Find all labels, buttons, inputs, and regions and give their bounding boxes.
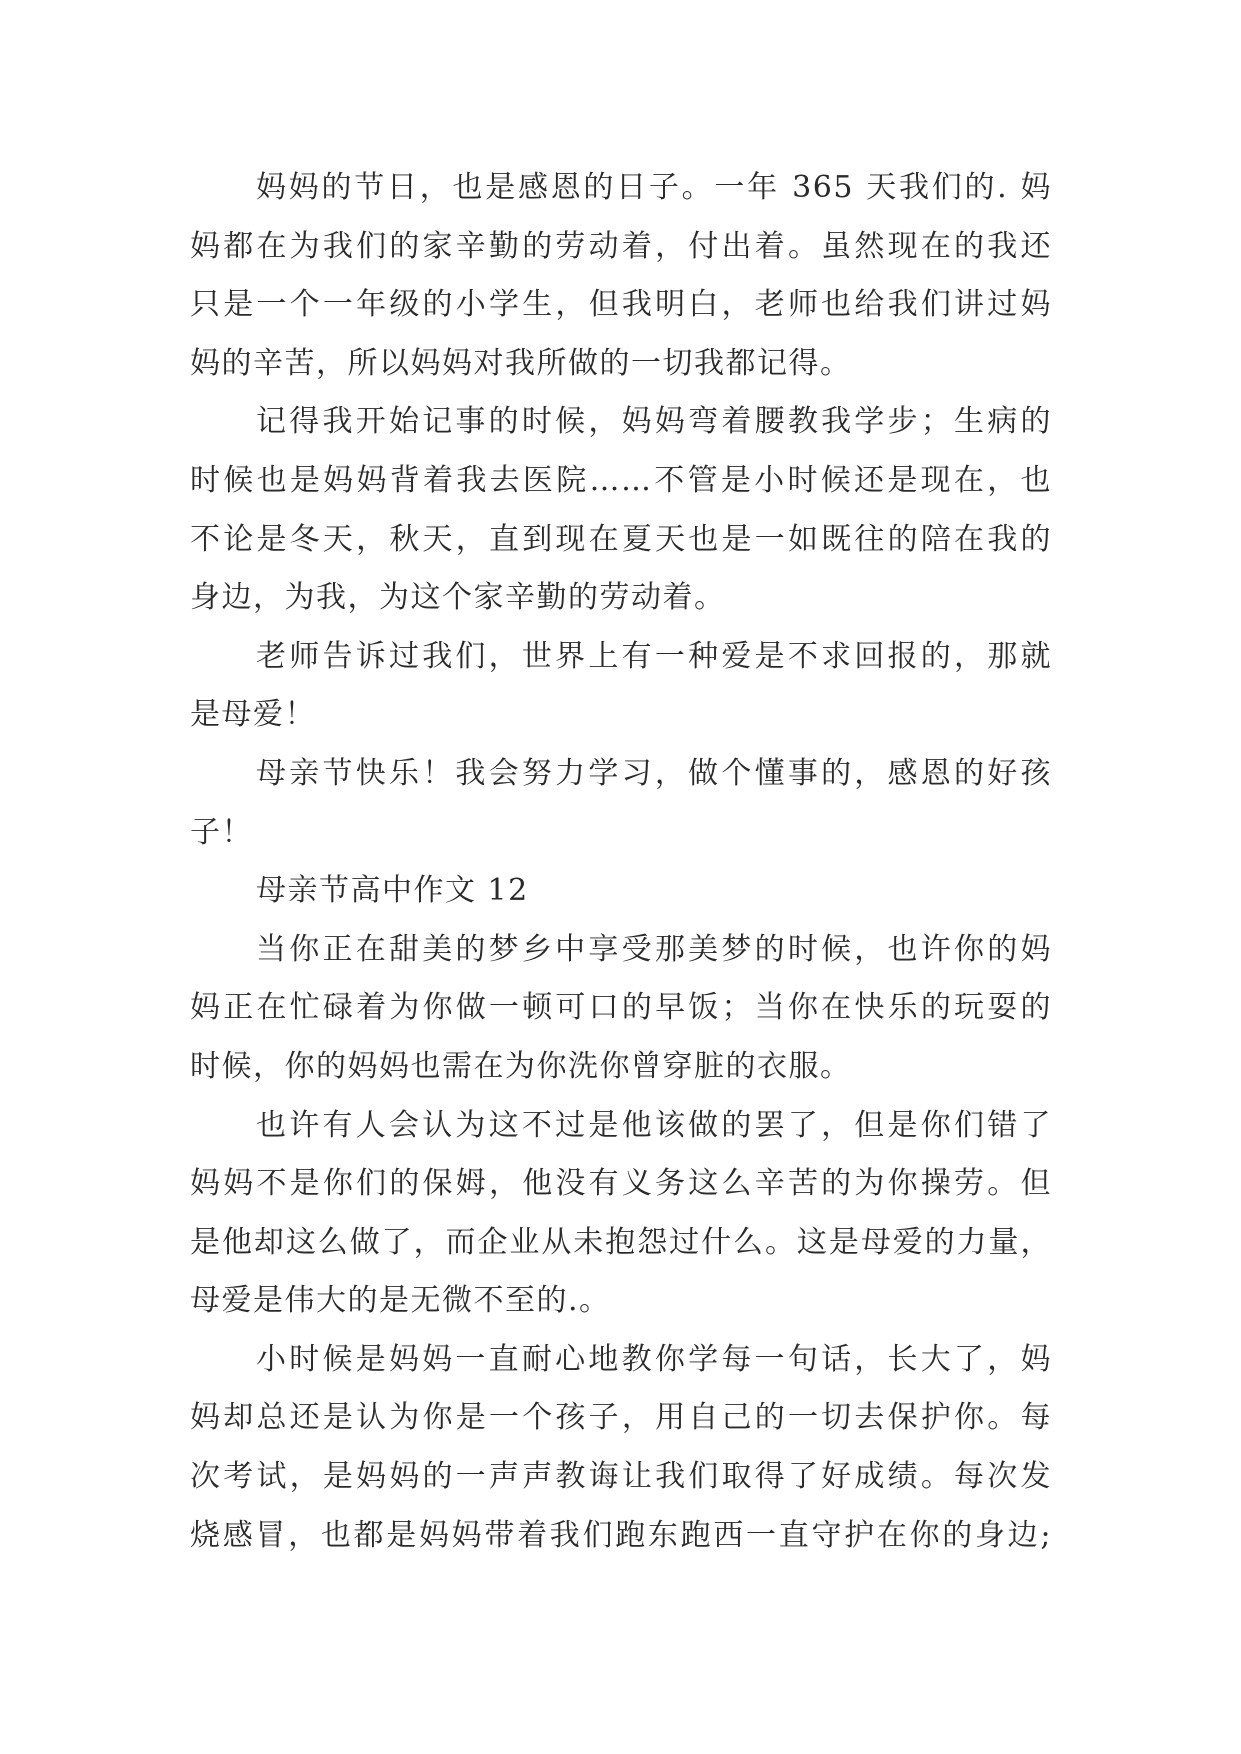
paragraph-line: 烧感冒，也都是妈妈带着我们跑东跑西一直守护在你的身边; xyxy=(190,1517,1052,1553)
paragraph-line: 母爱是伟大的是无微不至的.。 xyxy=(190,1283,611,1319)
paragraph-line: 记得我开始记事的时候，妈妈弯着腰教我学步；生病的 xyxy=(256,404,1052,440)
section-heading: 母亲节高中作文 12 xyxy=(256,873,529,909)
paragraph-line: 只是一个一年级的小学生，但我明白，老师也给我们讲过妈 xyxy=(190,287,1052,323)
paragraph-line: 时候，你的妈妈也需在为你洗你曾穿脏的衣服。 xyxy=(190,1048,852,1084)
paragraph-line: 妈都在为我们的家辛勤的劳动着，付出着。虽然现在的我还 xyxy=(190,228,1052,264)
document-body xyxy=(190,159,1052,1565)
paragraph-line: 妈却总还是认为你是一个孩子，用自己的一切去保护你。每 xyxy=(190,1400,1052,1436)
paragraph-line: 时候也是妈妈背着我去医院……不管是小时候还是现在，也 xyxy=(190,462,1052,498)
paragraph-line: 当你正在甜美的梦乡中享受那美梦的时候，也许你的妈 xyxy=(256,931,1052,967)
paragraph-line: 妈正在忙碌着为你做一顿可口的早饭；当你在快乐的玩耍的 xyxy=(190,990,1052,1026)
paragraph-line: 也许有人会认为这不过是他该做的罢了，但是你们错了 xyxy=(256,1107,1052,1143)
paragraph-line: 是他却这么做了，而企业从未抱怨过什么。这是母爱的力量， xyxy=(190,1224,1052,1260)
paragraph-line: 不论是冬天，秋天，直到现在夏天也是一如既往的陪在我的 xyxy=(190,521,1052,557)
paragraph-line: 次考试，是妈妈的一声声教诲让我们取得了好成绩。每次发 xyxy=(190,1459,1052,1495)
paragraph-line: 子！ xyxy=(190,814,253,850)
paragraph-line: 母亲节快乐！我会努力学习，做个懂事的，感恩的好孩 xyxy=(256,755,1052,791)
paragraph-line: 身边，为我，为这个家辛勤的劳动着。 xyxy=(190,580,726,616)
paragraph-line: 是母爱！ xyxy=(190,697,316,733)
paragraph-line: 妈妈不是你们的保姆，他没有义务这么辛苦的为你操劳。但 xyxy=(190,1166,1052,1202)
paragraph-line: 妈的辛苦，所以妈妈对我所做的一切我都记得。 xyxy=(190,345,852,381)
paragraph-line: 小时候是妈妈一直耐心地教你学每一句话，长大了，妈 xyxy=(256,1341,1052,1377)
paragraph-line: 老师告诉过我们，世界上有一种爱是不求回报的，那就 xyxy=(256,638,1052,674)
paragraph-line: 妈妈的节日，也是感恩的日子。一年 365 天我们的. 妈 xyxy=(256,170,1052,205)
